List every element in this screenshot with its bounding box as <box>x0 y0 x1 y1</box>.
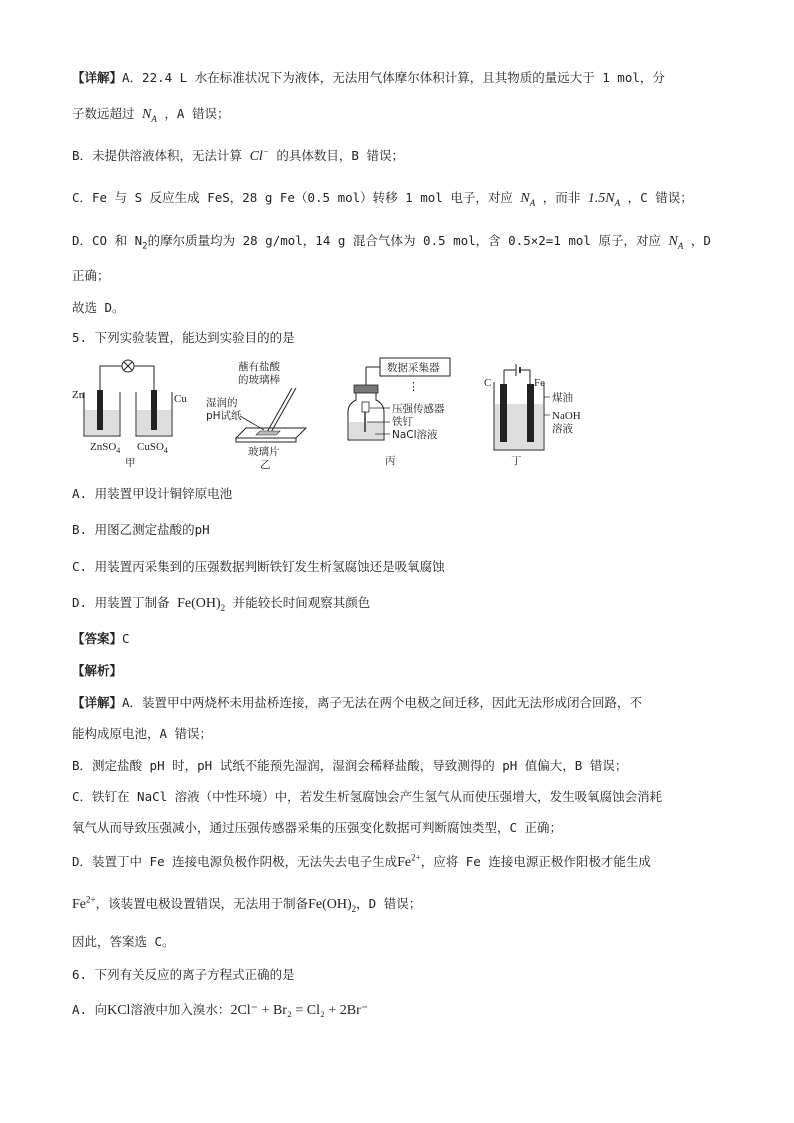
text: ，D <box>690 233 711 248</box>
electrode-fe <box>527 384 534 442</box>
label-cuso4: CuSO$_4$ <box>137 441 168 455</box>
label-plate: 玻璃片 <box>248 446 280 458</box>
label-c: C <box>484 377 492 389</box>
text: A．22.4 L 水在标准状况下为液体，无法用气体摩尔体积计算，且其物质的量远大于 1 mol，分 <box>122 70 665 85</box>
q6-option-a <box>72 1000 368 1019</box>
caption-bing: 丙 <box>385 455 396 467</box>
text: 的具体数目，B 错误； <box>276 148 404 163</box>
detail-label: 【详解】 <box>72 695 123 710</box>
q5-conclusion: 因此，答案选 C。 <box>72 934 175 949</box>
label-zn: Zn <box>72 389 85 401</box>
avogadro-symbol: $N_A$ <box>668 234 684 251</box>
formula-feoh2: $Fe(OH)_2$ <box>177 596 226 613</box>
electrode-cu <box>151 390 157 430</box>
text: C．Fe 与 S 反应生成 FeS，28 g Fe（0.5 mol）转移 1 mol 电子，对应 <box>72 190 513 205</box>
subscript: 2 <box>142 241 148 252</box>
label-kerosene: 煤油 <box>552 392 573 404</box>
ph-paper <box>256 431 280 435</box>
answer-value: C <box>122 631 130 646</box>
pressure-sensor <box>362 402 369 412</box>
q5-detail-c1: C．铁钉在 NaCl 溶液（中性环境）中，若发生析氢腐蚀会产生氢气从而使压强增大，发生吸氧腐蚀会消耗 <box>72 789 663 804</box>
detail-label: 【详解】 <box>72 70 123 85</box>
apparatus-jia <box>72 360 187 469</box>
nacl-solution <box>349 422 383 439</box>
ionic-equation: 2Cl⁻ + Br₂ = Cl₂ + 2Br⁻ <box>230 1003 369 1018</box>
q5-detail-b: B．测定盐酸 pH 时，pH 试纸不能预先湿润，湿润会稀释盐酸，导致测得的 pH 值偏大，B 错误； <box>72 758 628 773</box>
apparatus-bing <box>348 358 450 467</box>
answer-label: 【答案】 <box>72 631 123 646</box>
apparatus-yi <box>206 360 306 471</box>
text: ，C 错误； <box>627 190 693 205</box>
label-nacl: NaCl溶液 <box>392 429 438 441</box>
q5-analysis-label <box>72 661 122 679</box>
formula-feoh2: $Fe(OH)_2$ <box>308 897 357 914</box>
q5-detail-d2 <box>72 894 421 914</box>
chloride-symbol: Cl− <box>249 146 269 164</box>
text: A. 向 <box>72 1002 108 1017</box>
text: D．装置丁中 Fe 连接电源负极作阴极，无法失去电子生成 <box>72 854 398 869</box>
electrode-zn <box>97 390 103 430</box>
text: 子数远超过 <box>72 106 135 121</box>
formula-kcl: KCl <box>107 1003 131 1018</box>
text: ，D 错误； <box>356 896 422 911</box>
label-nail: 铁钉 <box>392 416 413 428</box>
q5-answer <box>72 629 130 647</box>
stopper <box>354 385 378 393</box>
q4-detail-line-c <box>72 188 693 208</box>
label-collector: 数据采集器 <box>387 362 440 374</box>
q5-detail-a2: 能构成原电池，A 错误； <box>72 726 213 741</box>
avogadro-multiple: $1.5N_A$ <box>587 191 621 208</box>
text: 并能较长时间观察其颜色 <box>232 595 371 610</box>
apparatus-ding <box>484 364 581 467</box>
q4-detail-line-a1 <box>72 68 665 86</box>
caption-jia: 甲 <box>125 457 136 469</box>
label-fe: Fe <box>534 377 545 389</box>
text: D. 用装置丁制备 <box>72 595 170 610</box>
q5-detail-d1 <box>72 852 651 871</box>
label-paper-2: pH试纸 <box>206 410 242 422</box>
ion-fe2: $Fe^{2+}$ <box>72 894 96 912</box>
label-naoh: NaOH <box>552 410 581 422</box>
q5-stem: 5. 下列实验装置，能达到实验目的的是 <box>72 330 295 345</box>
text: ，应将 Fe 连接电源正极作阳极才能生成 <box>420 854 651 869</box>
q4-detail-line-b <box>72 146 404 165</box>
q5-option-d <box>72 593 370 613</box>
q4-detail-line-d2: 正确； <box>72 268 110 283</box>
text: A．装置甲中两烧杯未用盐桥连接，离子无法在两个电极之间迁移，因此无法形成闭合回路，不 <box>122 695 643 710</box>
label-rod-1: 蘸有盐酸 <box>238 361 280 373</box>
caption-ding: 丁 <box>511 455 522 467</box>
q5-option-b: B. 用图乙测定盐酸的pH <box>72 522 210 537</box>
label-paper-1: 湿润的 <box>206 397 238 409</box>
analysis-label: 【解析】 <box>72 663 123 678</box>
label-cu: Cu <box>174 393 187 405</box>
q4-detail-line-d <box>72 231 711 252</box>
avogadro-symbol: $N_A$ <box>520 191 536 208</box>
q5-option-c: C. 用装置丙采集到的压强数据判断铁钉发生析氢腐蚀还是吸氧腐蚀 <box>72 559 445 574</box>
q5-apparatus-figure <box>70 352 590 472</box>
ion-fe2: $Fe^{2+}$ <box>397 852 421 870</box>
text: D．CO 和 N <box>72 233 143 248</box>
caption-yi: 乙 <box>260 459 271 471</box>
q5-detail-a1 <box>72 693 642 711</box>
avogadro-symbol: $N_A$ <box>142 107 157 124</box>
q5-option-a: A. 用装置甲设计铜锌原电池 <box>72 486 233 501</box>
ellipsis: ⋮ <box>408 381 419 393</box>
label-solution: 溶液 <box>552 423 573 435</box>
text: ，该装置电极设置错误，无法用于制备 <box>95 896 309 911</box>
text: ，而非 <box>542 190 581 205</box>
text: ，A 错误； <box>164 106 230 121</box>
label-sensor: 压强传感器 <box>392 403 445 415</box>
q4-detail-line-a2 <box>72 104 229 124</box>
label-znso4: ZnSO$_4$ <box>90 441 121 455</box>
text: 溶液中加入溴水： <box>130 1002 231 1017</box>
q5-detail-c2: 氧气从而导致压强减小，通过压强传感器采集的压强变化数据可判断腐蚀类型，C 正确； <box>72 820 563 835</box>
q6-stem: 6. 下列有关反应的离子方程式正确的是 <box>72 967 295 982</box>
text: B．未提供溶液体积，无法计算 <box>72 148 243 163</box>
electrode-c <box>500 384 507 442</box>
label-rod-2: 的玻璃棒 <box>238 374 280 386</box>
text: 的摩尔质量均为 28 g/mol，14 g 混合气体为 0.5 mol，含 0.5×2=1 mol 原子，对应 <box>147 233 661 248</box>
q4-conclusion: 故选 D。 <box>72 300 125 315</box>
